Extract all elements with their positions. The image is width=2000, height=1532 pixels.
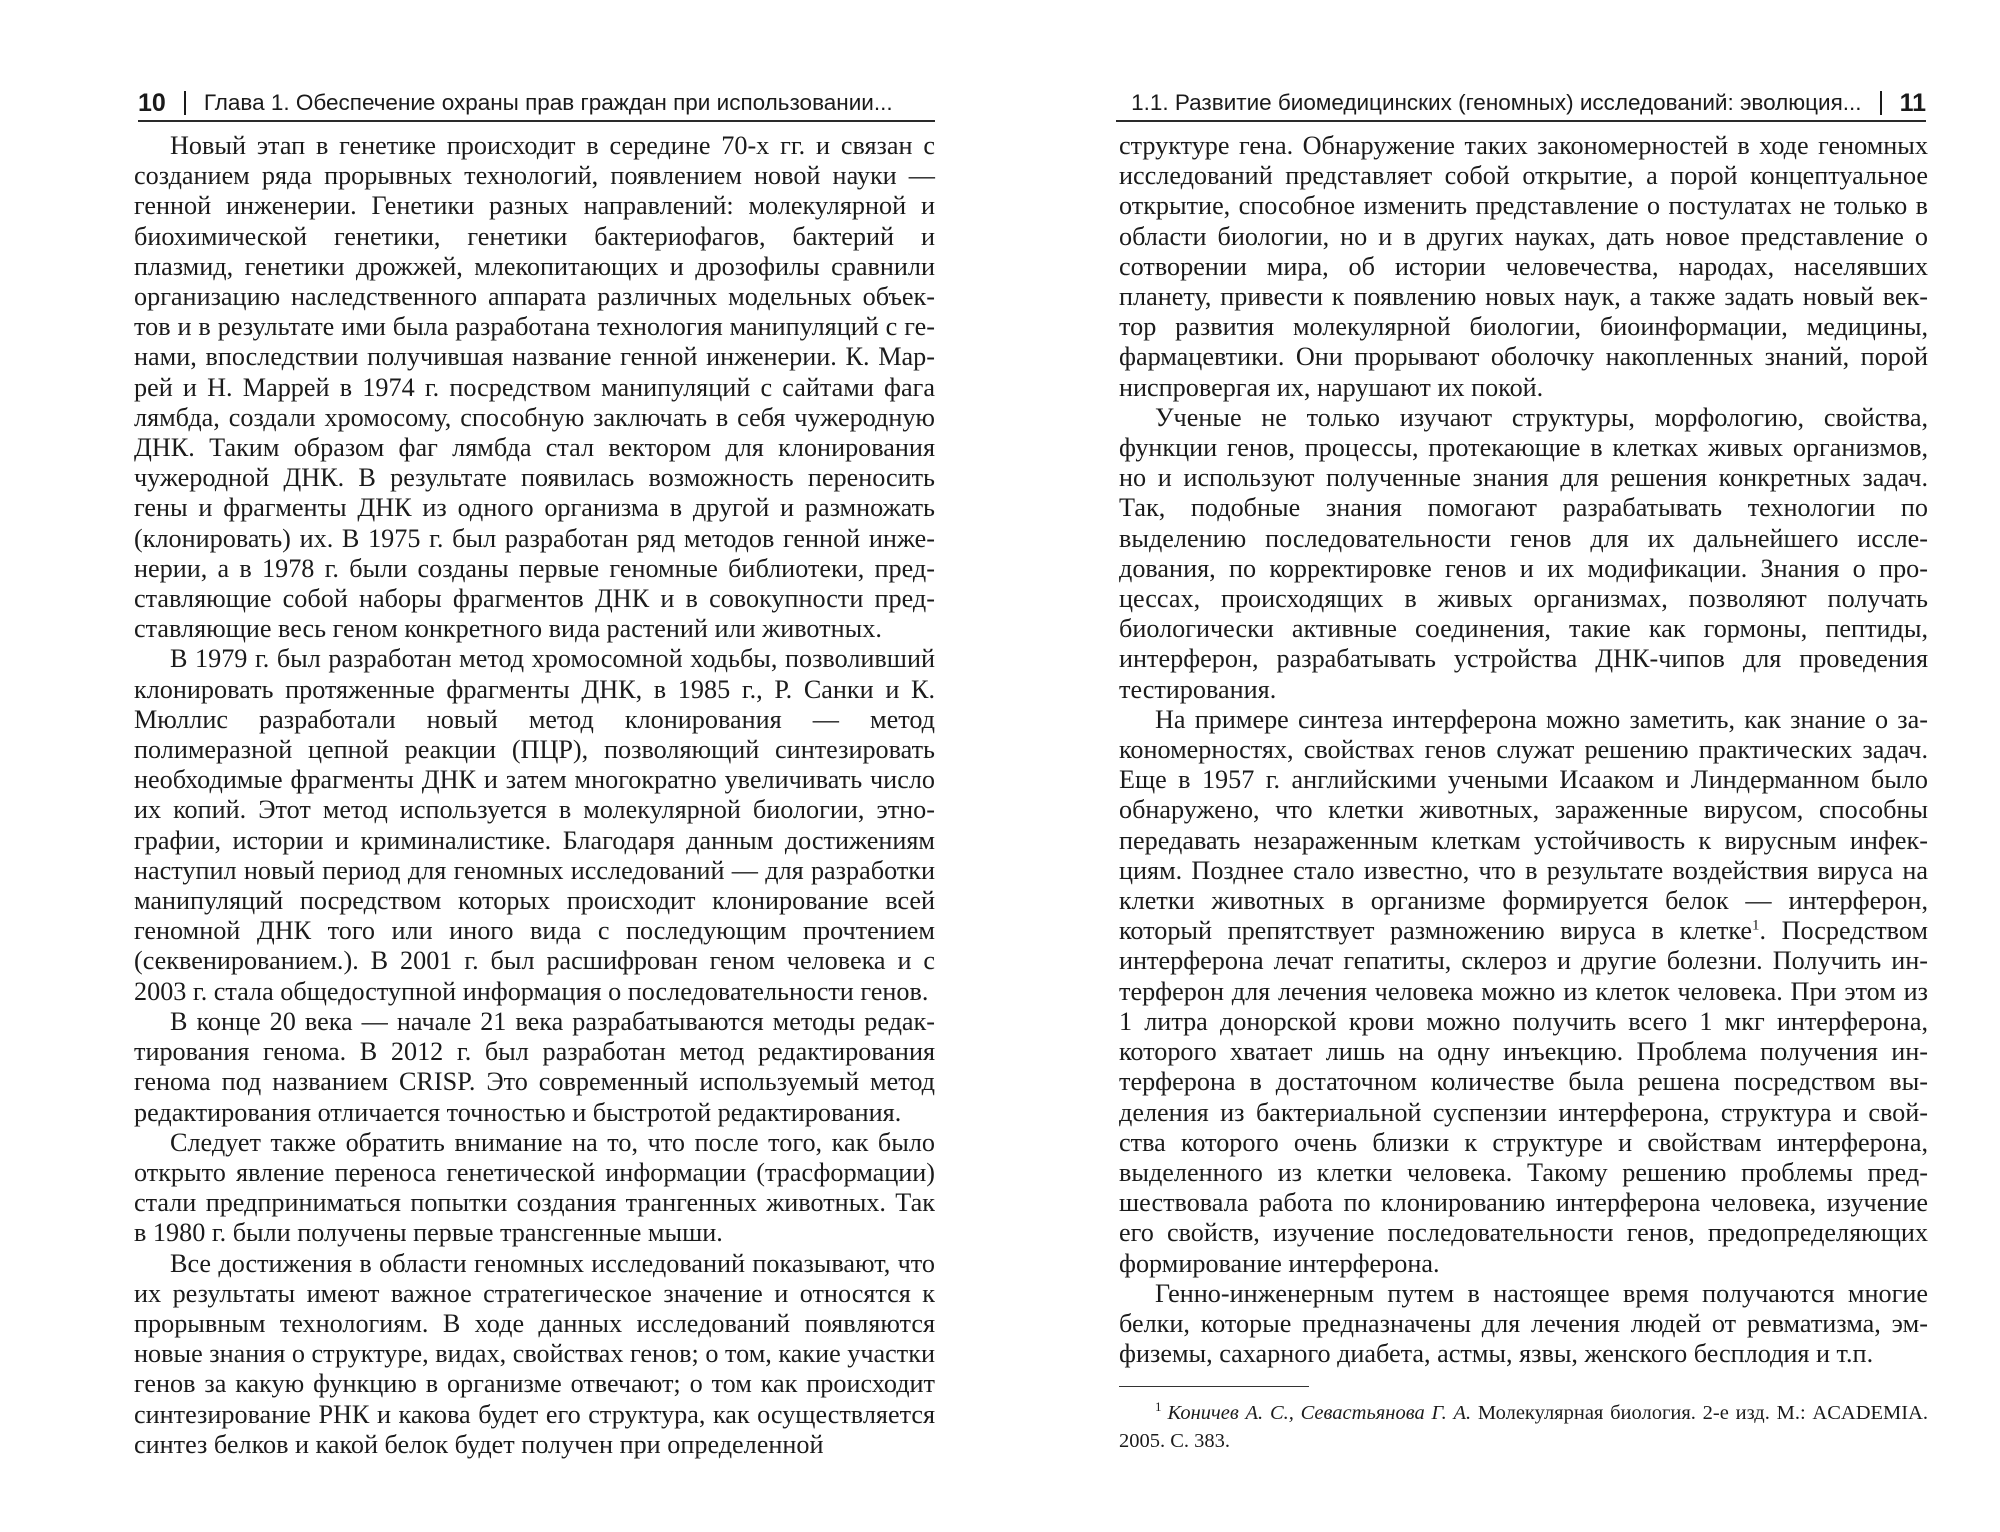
paragraph-text: . Посредством интерферона лечат гепатиты, склероз и другие болезни. Получить интерферон для лечения человека можно из клеток человека. При этом из 1 литра донорской крови можно получить всего 1 мкг интерферона, которого хватает лишь на одну инъекцию. Проблема получения интерферона в достаточном количестве была решена посредством выделения из бактериальной суспензии интерферона, структура и свойства которого очень близки к структуре и свойствам интерферона, выделенного из клетки человека. Такому решению проблемы предшествовала работа по клонированию интерферона человека, изучение его свойств, изучение последовательности генов, предопределяющих формирование интерферона. xyxy=(1119,916,1928,1278)
header-separator xyxy=(1880,91,1882,115)
page-body xyxy=(134,131,935,1460)
footnote-rule xyxy=(1119,1386,1309,1387)
running-header xyxy=(138,86,935,122)
footnote-text: Молекулярная биология. 2-е изд. М.: ACADEMIA. 2005. С. 383. xyxy=(1119,1402,1929,1452)
running-header xyxy=(1116,86,1926,122)
header-separator xyxy=(184,91,186,115)
paragraph: Все достижения в области геномных исследований показывают, что их результаты имеют важное стратегическое значение и относятся к прорывным технологиям. В ходе данных исследований появляются новые знания о структуре, видах, свойствах генов; о том, какие участки генов за какую функцию в организме отвечают; о том как происходит синтезирование РНК и какова будет его структура, как осуществляется синтез белков и какой белок будет получен при определенной xyxy=(134,1248,935,1459)
running-head-title: 1.1. Развитие биомедицинских (геномных) исследований: эволюция... xyxy=(1131,90,1862,115)
right-page xyxy=(1000,0,2000,1532)
paragraph: В конце 20 века — начале 21 века разрабатываются методы редактирования генома. В 2012 г. был разработан метод редактирования генома под названием CRISP. Это современный используемый метод редактирования отличается точностью и быстротой редактирования. xyxy=(134,1006,935,1127)
footnote-reference[interactable]: 1 xyxy=(1752,917,1760,934)
page-number: 11 xyxy=(1899,88,1926,117)
paragraph: В 1979 г. был разработан метод хромосомной ходьбы, позволивший клонировать протяженные фрагменты ДНК, в 1985 г., Р. Санки и К. Мюллис разработали новый метод клонирования — метод полимеразной цепной реакции (ПЦР), позволяющий синтезировать необходимые фрагменты ДНК и затем многократно увеличивать число их копий. Этот метод используется в молекулярной биологии, этнографии, истории и криминалистике. Благодаря данным достижениям наступил новый период для геномных исследований — для разработки манипуляций посредством которых происходит клонирование всей геномной ДНК того или иного вида с последующим прочтением (секвенированием.). В 2001 г. был расшифрован геном человека и с 2003 г. стала общедоступной информация о последовательности генов. xyxy=(134,644,935,1006)
paragraph-text: На примере синтеза интерферона можно заметить, как знание о закономерностях, свойствах генов служат решению практических задач. Еще в 1957 г. английскими учеными Исааком и Линдерманном было обнаружено, что клетки животных, зараженные вирусом, способны передавать незараженным клеткам устойчивость к вирусным инфекциям. Позднее стало известно, что в результате воздействия вируса на клетки животных в организме формируется белок — интерферон, который препятствует размножению вируса в клетке xyxy=(1119,704,1928,946)
paragraph: структуре гена. Обнаружение таких закономерностей в ходе геномных исследований представляет собой открытие, а порой концептуальное открытие, способное изменить представление о постулатах не только в области биологии, но и в других науках, дать новое представление о сотворении мира, об истории человечества, народах, населявших планету, привести к появлению новых наук, а также задать новый вектор развития молекулярной биологии, биоинформации, медицины, фармацевтики. Они прорывают оболочку накопленных знаний, порой ниспровергая их, нарушают их покой. xyxy=(1119,131,1928,402)
paragraph: Генно-инженерным путем в настоящее время получаются многие белки, которые предназначены для лечения людей от ревматизма, эмфиземы, сахарного диабета, астмы, язвы, женского бесплодия и т.п. xyxy=(1119,1278,1928,1369)
footnote xyxy=(1119,1399,1928,1455)
footnotes xyxy=(1119,1386,1928,1455)
page-body xyxy=(1119,131,1928,1369)
footnote-mark: 1 xyxy=(1155,1399,1162,1415)
page-number: 10 xyxy=(138,88,166,117)
paragraph: Новый этап в генетике происходит в середине 70-х гг. и связан с созданием ряда прорывных технологий, появлением новой науки — генной инженерии. Генетики разных направлений: молекулярной и биохимической генетики, генетики бактериофагов, бактерий и плазмид, генетики дрожжей, млекопитающих и дрозофилы сравнили организацию наследственного аппарата различных модельных объектов и в результате ими была разработана технология манипуляций с генами, впоследствии получившая название генной инженерии. К. Маррей и Н. Маррей в 1974 г. посредством манипуляций с сайтами фага лямбда, создали хромосому, способную заключать в себя чужеродную ДНК. Таким образом фаг лямбда стал вектором для клонирования чужеродной ДНК. В результате появилась возможность переносить гены и фрагменты ДНК из одного организма в другой и размножать (клонировать) их. В 1975 г. был разработан ряд методов генной инженерии, а в 1978 г. были созданы первые геномные библиотеки, представляющие собой наборы фрагментов ДНК и в совокупности представляющие весь геном конкретного вида растений или животных. xyxy=(134,131,935,644)
paragraph: Следует также обратить внимание на то, что после того, как было открыто явление переноса генетической информации (трасформации) стали предприниматься попытки создания трангенных животных. Так в 1980 г. были получены первые трансгенные мыши. xyxy=(134,1127,935,1248)
paragraph xyxy=(1119,705,1928,1279)
running-head-title: Глава 1. Обеспечение охраны прав граждан при использовании... xyxy=(203,90,893,115)
footnote-authors: Коничев А. С., Севастьянова Г. А. xyxy=(1167,1402,1472,1424)
paragraph: Ученые не только изучают структуры, морфологию, свойства, функции генов, процессы, протекающие в клетках живых организмов, но и используют полученные знания для решения конкретных задач. Так, подобные знания помогают разрабатывать технологии по выделению последовательности генов для их дальнейшего исследования, по корректировке генов и их модификации. Знания о процессах, происходящих в живых организмах, позволяют получать биологически активные соединения, такие как гормоны, пептиды, интерферон, разрабатывать устройства ДНК-чипов для проведения тестирования. xyxy=(1119,402,1928,704)
